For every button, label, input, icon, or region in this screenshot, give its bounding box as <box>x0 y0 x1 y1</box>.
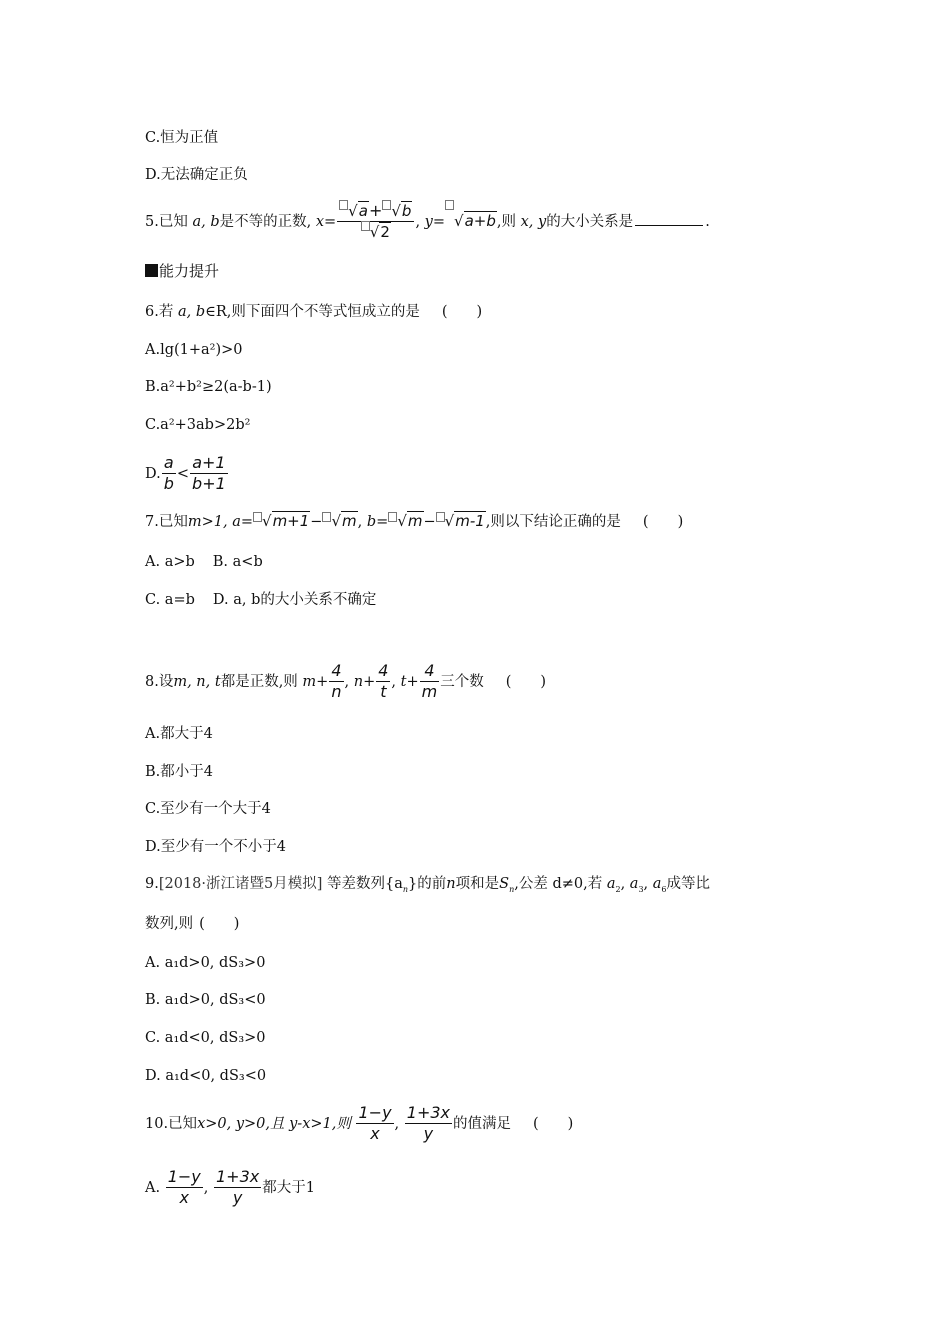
q5-vars: a, b <box>192 213 220 230</box>
q8-option-d: D.至少有一个不小于4 <box>145 839 286 855</box>
q5-x-fraction: $\frac{√a+ √b}{√2}$ <box>337 202 414 242</box>
q5-text: 已知 <box>158 213 188 230</box>
q8-option-c: C.至少有一个大于4 <box>145 801 271 817</box>
question-5: 5.已知 a, b是不等的正数, x= $\frac{√a+ √b}{√2}$ , y= √a+b,则 x, y的大小关系是 . <box>145 201 710 242</box>
answer-paren[interactable]: ( ) <box>199 916 240 932</box>
q9-option-a: A. a₁d>0, dS₃>0 <box>145 955 266 971</box>
q6-option-a: A.lg(1+a²)>0 <box>145 342 243 358</box>
question-7: 7.已知m>1, a= √m+1− √m, b= √m− √m-1,则以下结论正确的是 ( ) <box>145 512 684 530</box>
q10-option-a: A. $\frac{1-y}{x}$ , $\frac{1+3x}{y}$ 都大于1 <box>145 1167 315 1208</box>
answer-blank[interactable] <box>635 213 703 226</box>
q8-option-b: B.都小于4 <box>145 764 213 780</box>
q5-y-radical: √a+b <box>454 211 496 230</box>
question-8: 8.设m, n, t都是正数,则 m+ $\frac{4}{n}$ , n+ $\frac{4}{t}$ , t+ $\frac{4}{m}$ 三个数 ( ) <box>145 661 547 702</box>
q6-option-c: C.a²+3ab>2b² <box>145 417 251 433</box>
question-9-line2: 数列,则 ( ) <box>145 916 240 932</box>
q6-option-d: D. $\frac{a}{b}$ < $\frac{a+1}{b+1}$ <box>145 453 226 494</box>
q7-options-ab: A. a>b B. a<b <box>145 554 263 570</box>
question-10: 10.已知x>0, y>0,且 y-x>1,则 $\frac{1-y}{x}$ , $\frac{1+3x}{y}$ 的值满足 ( ) <box>145 1103 574 1144</box>
answer-paren[interactable]: ( ) <box>533 1115 574 1132</box>
section-title: 能力提升 <box>145 264 219 279</box>
q4-option-d: D.无法确定正负 <box>145 167 248 183</box>
section-marker-icon <box>145 264 158 277</box>
q5-number: 5. <box>145 213 159 230</box>
answer-paren[interactable]: ( ) <box>441 304 483 320</box>
q9-source: [2018·浙江诸暨5月模拟] <box>158 876 323 892</box>
answer-paren[interactable]: ( ) <box>642 514 684 530</box>
q7-options-cd: C. a=b D. a, b的大小关系不确定 <box>145 592 377 608</box>
question-9: 9.[2018·浙江诸暨5月模拟] 等差数列$\{a_n\}$的前n项和是$S_n$,公差 d≠0,若 $a_2$, $a_3$, $a_6$成等比 <box>145 876 711 894</box>
q5-y: y <box>424 213 433 230</box>
q5-text2: 是不等的正数, <box>219 213 312 230</box>
q9-option-d: D. a₁d<0, dS₃<0 <box>145 1068 267 1084</box>
question-6: 6.若 a, b∈R,则下面四个不等式恒成立的是 ( ) <box>145 304 483 320</box>
q9-option-c: C. a₁d<0, dS₃>0 <box>145 1030 266 1046</box>
answer-paren[interactable]: ( ) <box>505 673 547 690</box>
q8-option-a: A.都大于4 <box>145 726 213 742</box>
q6-option-b: B.a²+b²≥2(a-b-1) <box>145 379 272 395</box>
q4-option-c: C.恒为正值 <box>145 130 219 146</box>
q9-option-b: B. a₁d>0, dS₃<0 <box>145 992 266 1008</box>
q5-x: x <box>315 213 325 230</box>
